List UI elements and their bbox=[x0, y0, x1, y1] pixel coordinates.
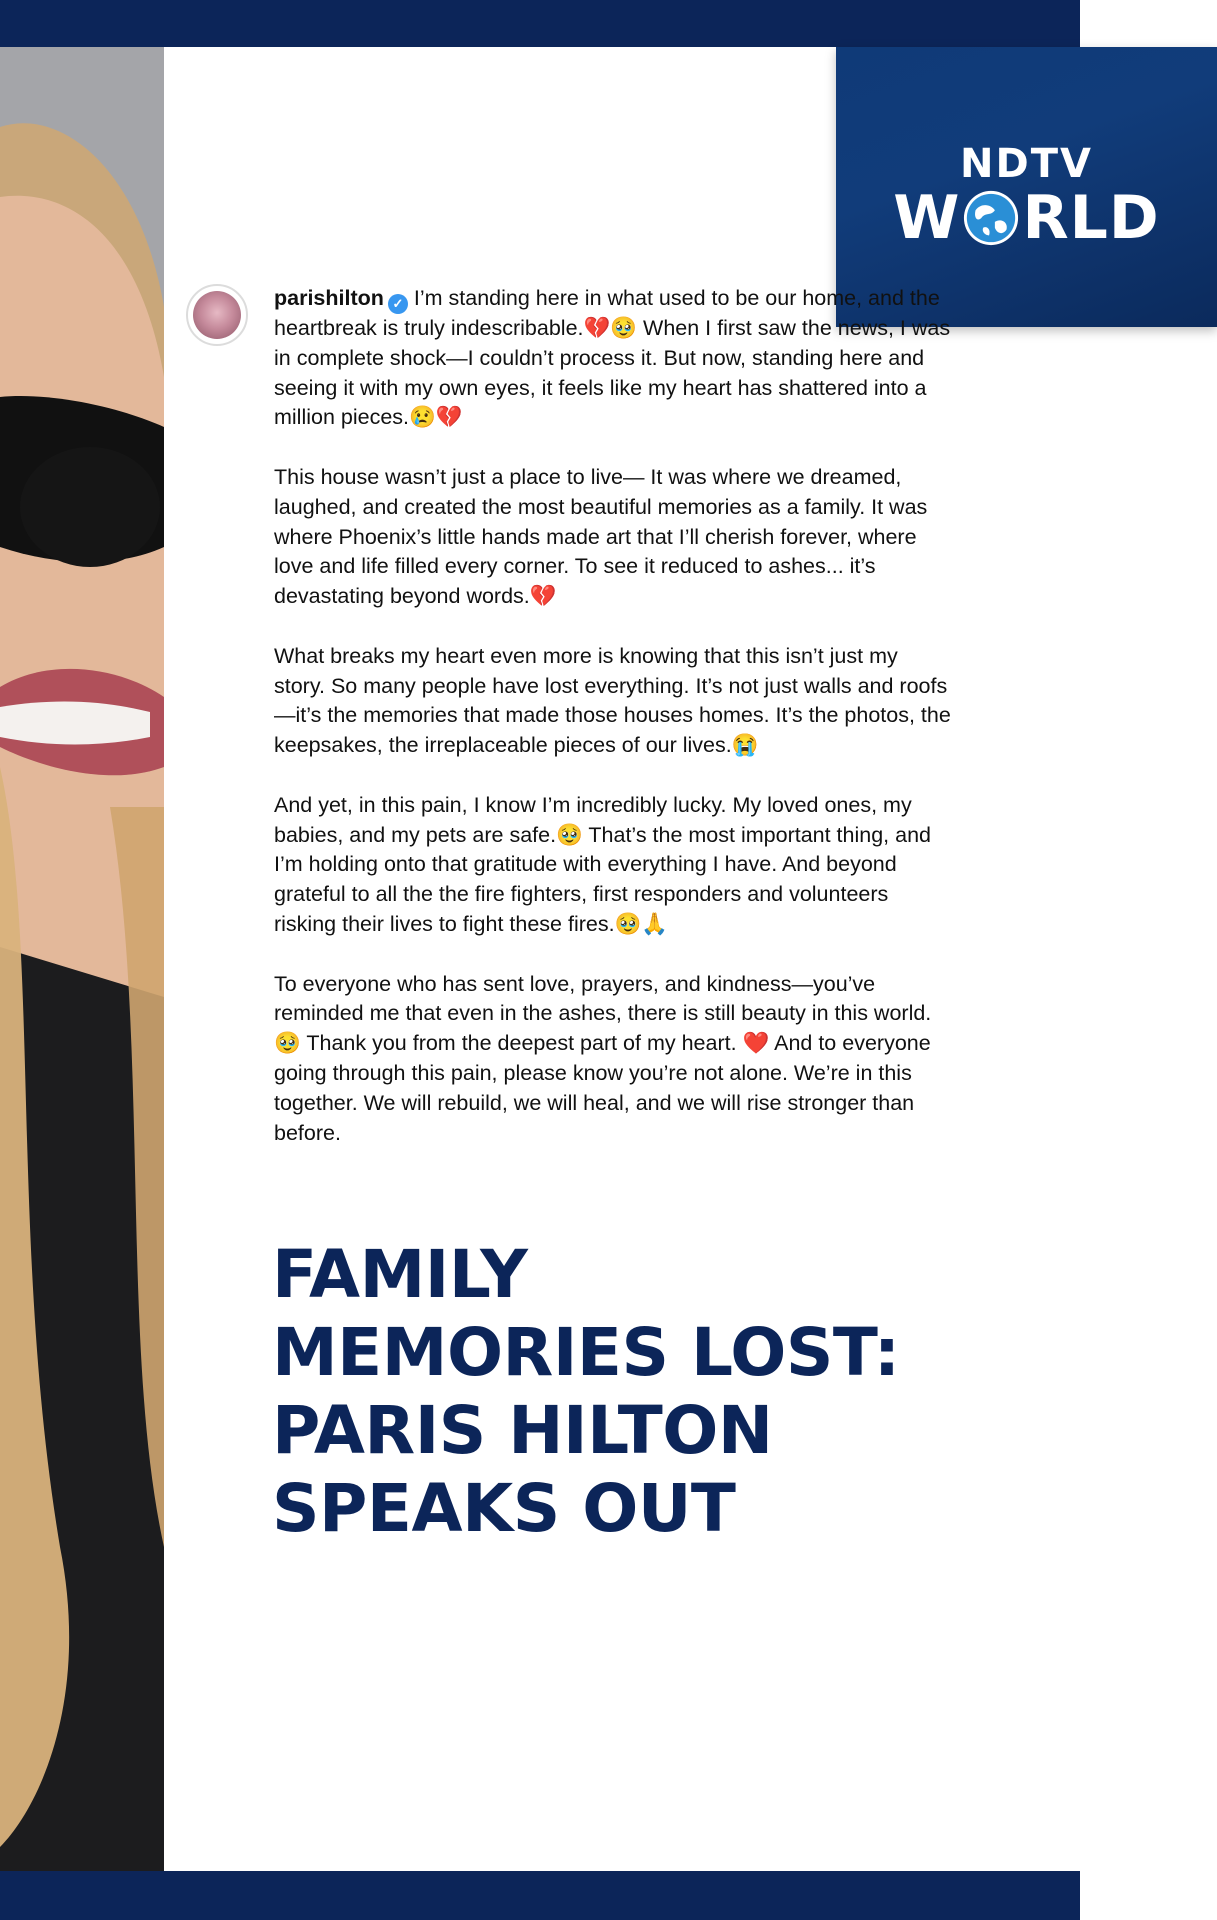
username-link[interactable]: parishilton bbox=[274, 286, 384, 310]
logo-ndtv-text: NDTV bbox=[960, 141, 1093, 187]
headline bbox=[272, 1236, 1032, 1548]
post-paragraph-3: What breaks my heart even more is knowing that this isn’t just my story. So many people have lost everything. It’s not just walls and roofs—it’s the memories that made those houses homes. It’s the photos, the keepsakes, the irreplaceable pieces of our lives.😭 bbox=[274, 643, 951, 758]
logo-world-right: RLD bbox=[1022, 183, 1160, 253]
headline-line-3: PARIS HILTON bbox=[272, 1392, 773, 1469]
verified-badge-icon: ✓ bbox=[388, 294, 408, 314]
post-paragraph-4: And yet, in this pain, I know I’m incredibly lucky. My loved ones, my babies, and my pets are safe.🥹 That’s the most important thing, and I’m holding onto that gratitude with everything I have. And beyond grateful to all the the fire fighters, first responders and volunteers risking their lives to fight these fires.🥹🙏 bbox=[274, 792, 931, 936]
avatar-image bbox=[193, 291, 241, 339]
top-banner-bar bbox=[0, 0, 1080, 47]
headline-line-4: SPEAKS OUT bbox=[272, 1470, 736, 1547]
logo-world-left: W bbox=[893, 183, 961, 253]
logo-world-row bbox=[893, 183, 1160, 253]
avatar[interactable] bbox=[186, 284, 248, 346]
post-paragraph-5: To everyone who has sent love, prayers, and kindness—you’ve reminded me that even in the ashes, there is still beauty in this world.🥹 Thank you from the deepest part of my heart. ❤️ And to everyone going through this pain, please know you’re not alone. We’re in this together. We will rebuild, we will heal, and we will rise stronger than before. bbox=[274, 971, 932, 1145]
post-caption bbox=[274, 284, 954, 1178]
post-paragraph-2: This house wasn’t just a place to live— It was where we dreamed, laughed, and created the most beautiful memories as a family. It was where Phoenix’s little hands made art that I’ll cherish forever, where love and life filled every corner. To see it reduced to ashes... it’s devastating beyond words.💔 bbox=[274, 464, 928, 609]
paris-hilton-photo bbox=[0, 47, 164, 1871]
post-paragraph-1-text: I’m standing here in what used to be our home, and the heartbreak is truly indescribable.💔🥹 When I first saw the news, I was in complete shock—I couldn’t process it. But now, standing here and seeing it with my own eyes, it feels like my heart has shattered into a million pieces.😢💔 bbox=[274, 286, 951, 430]
headline-line-2: MEMORIES LOST: bbox=[272, 1314, 900, 1391]
bottom-banner-bar bbox=[0, 1871, 1080, 1920]
headline-line-1: FAMILY bbox=[272, 1236, 528, 1313]
portrait-illustration bbox=[0, 47, 164, 1871]
post-paragraph-1 bbox=[274, 284, 954, 433]
globe-icon bbox=[962, 189, 1020, 247]
